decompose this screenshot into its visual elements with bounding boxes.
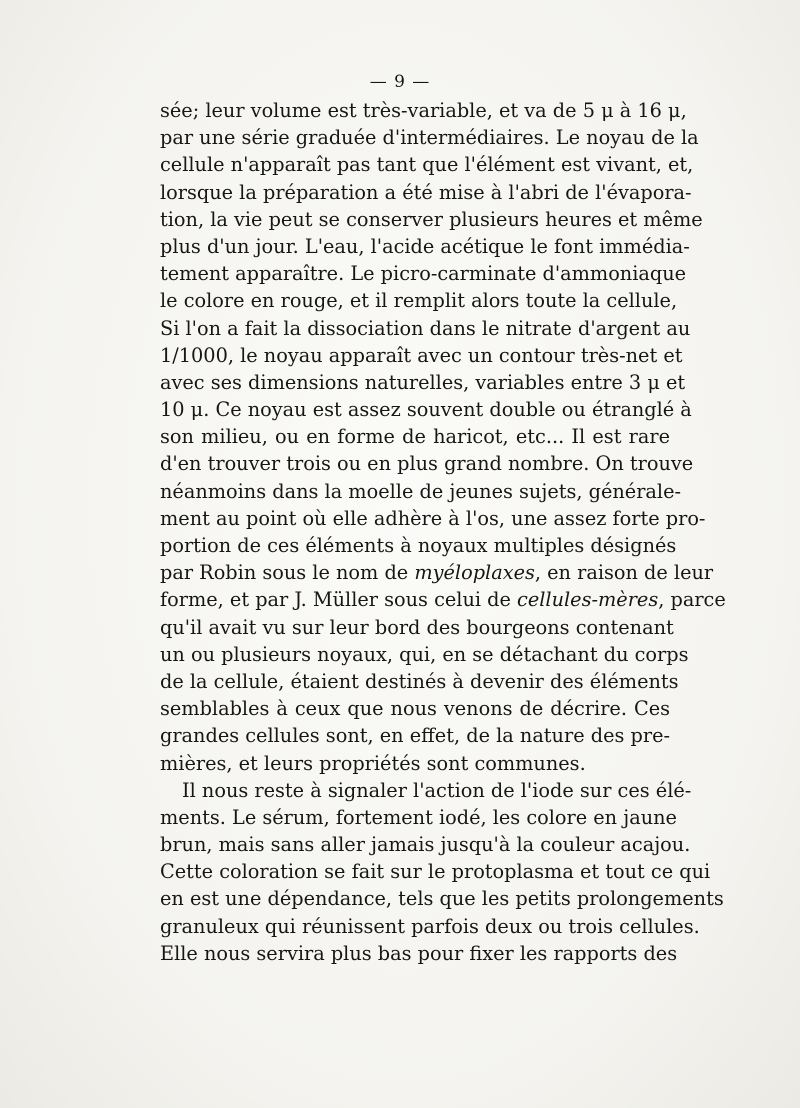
text-line: cellule n'apparaît pas tant que l'élément est vivant, et, (160, 153, 694, 177)
text-line: de la cellule, étaient destinés à devenir des éléments (160, 669, 679, 693)
text-line: d'en trouver trois ou en plus grand nombre. On trouve (160, 452, 694, 476)
body-text (160, 97, 726, 967)
text-line: Si l'on a fait la dissociation dans le nitrate d'argent au (160, 316, 691, 340)
text-line: un ou plusieurs noyaux, qui, en se détachant du corps (160, 642, 689, 666)
text-line: sée; leur volume est très-variable, et va de 5 μ à 16 μ, (160, 99, 687, 122)
text-line: avec ses dimensions naturelles, variables entre 3 μ et (160, 370, 686, 394)
paragraph-start-line: Il nous reste à signaler l'action de l'iode sur ces élé- (182, 778, 692, 802)
text-line: le colore en rouge, et il remplit alors toute la cellule, (160, 289, 678, 313)
text-line: tion, la vie peut se conserver plusieurs heures et même (160, 207, 703, 231)
text-line: néanmoins dans la moelle de jeunes sujets, générale- (160, 479, 682, 503)
text-line: grandes cellules sont, en effet, de la nature des pre- (160, 724, 670, 748)
text-line: ment au point où elle adhère à l'os, une assez forte pro- (160, 506, 706, 530)
italic-term-myeloplaxes: myéloplaxes (414, 561, 535, 585)
text-segment: par Robin sous le nom de (160, 561, 415, 585)
text-line: plus d'un jour. L'eau, l'acide acétique le font immédia- (160, 234, 690, 258)
text-line: semblables à ceux que nous venons de décrire. Ces (160, 697, 670, 721)
paragraph-end-line: mières, et leurs propriétés sont communes. (160, 751, 586, 775)
text-segment: forme, et par J. Müller sous celui de (160, 588, 518, 612)
text-line: tement apparaître. Le picro-carminate d'ammoniaque (160, 262, 687, 286)
text-line: Cette coloration se fait sur le protoplasma et tout ce qui (160, 860, 711, 884)
italic-term-cellules-meres: cellules-mères (517, 588, 659, 612)
text-line: 1/1000, le noyau apparaît avec un contour très-net et (160, 343, 683, 367)
text-line: son milieu, ou en forme de haricot, etc... Il est rare (160, 425, 670, 449)
text-line-myeloplaxes (160, 559, 714, 586)
text-line: brun, mais sans aller jamais jusqu'à la couleur acajou. (160, 833, 691, 857)
text-line: par une série graduée d'intermédiaires. Le noyau de la (160, 126, 699, 150)
text-line: qu'il avait vu sur leur bord des bourgeons contenant (160, 615, 674, 639)
text-line: ments. Le sérum, fortement iodé, les colore en jaune (160, 805, 677, 829)
text-line: Elle nous servira plus bas pour fixer les rapports des (160, 941, 678, 965)
text-line: granuleux qui réunissent parfois deux ou trois cellules. (160, 914, 700, 938)
text-line: 10 μ. Ce noyau est assez souvent double ou étranglé à (160, 398, 692, 422)
text-line-cellules-meres (160, 586, 726, 613)
text-line: portion de ces éléments à noyaux multiples désignés (160, 534, 677, 557)
page-number: — 9 — (369, 72, 431, 92)
text-line: lorsque la préparation a été mise à l'abri de l'évapora- (160, 180, 692, 204)
text-line: en est une dépendance, tels que les petits prolongements (160, 887, 724, 911)
text-segment: , parce (658, 588, 726, 612)
text-segment: , en raison de leur (534, 561, 714, 585)
